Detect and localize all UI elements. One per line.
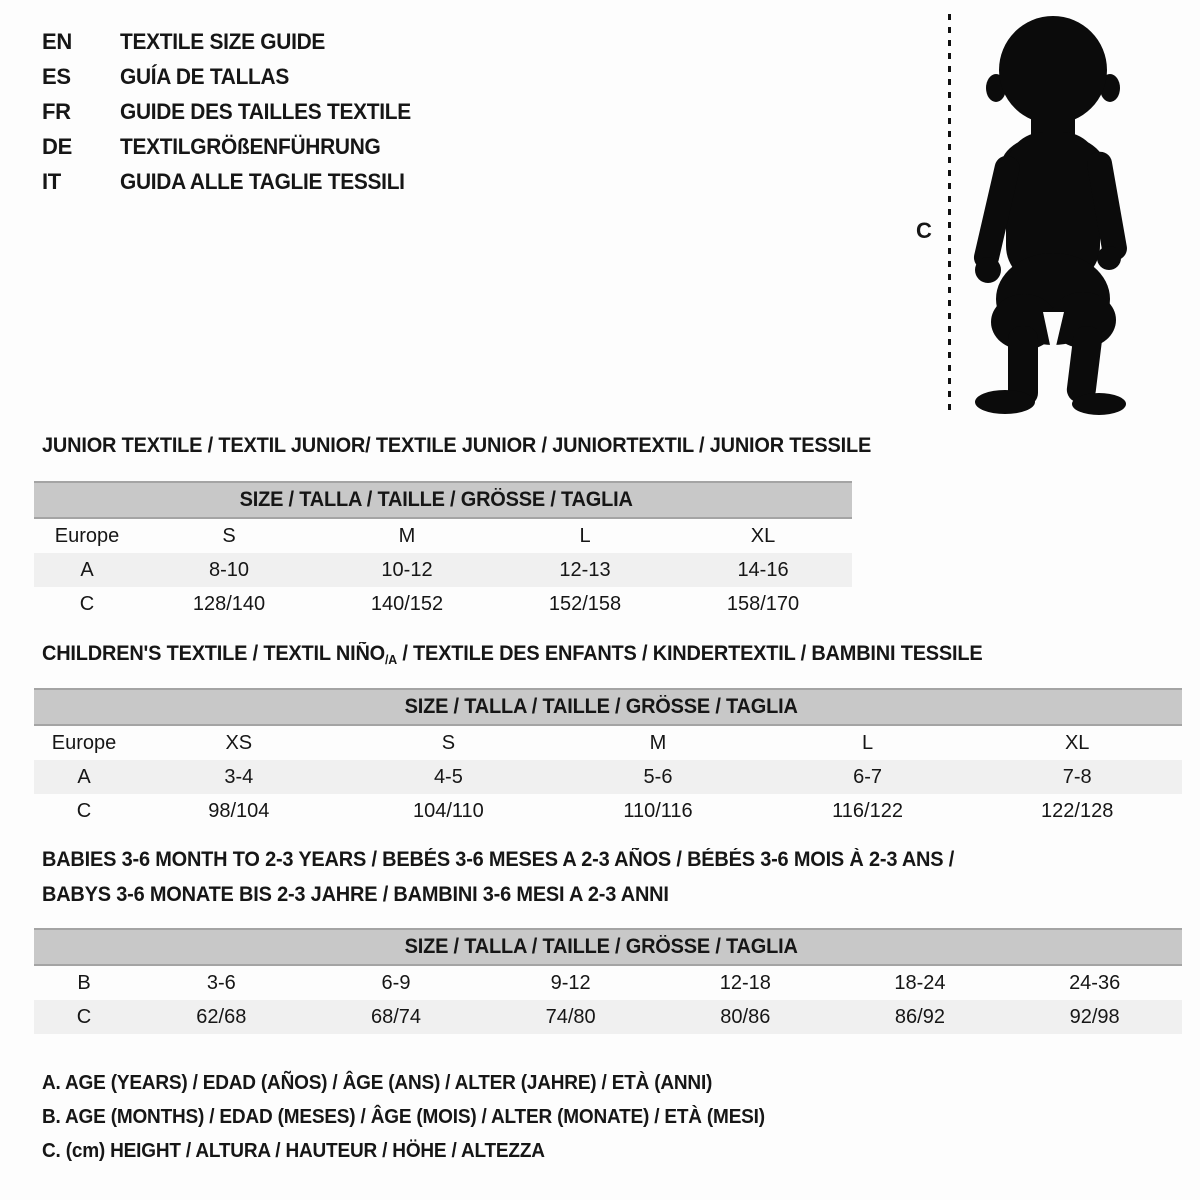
toddler-silhouette-icon [958,12,1143,417]
babies-size-table [34,928,1182,1034]
junior-title-text: JUNIOR TEXTILE / TEXTIL JUNIOR/ TEXTILE JUNIOR / JUNIORTEXTIL / JUNIOR TESSILE [42,434,872,457]
row-label: C [34,1000,134,1034]
guide-title-en: TEXTILE SIZE GUIDE [120,28,326,54]
value-cell: 6-9 [381,971,411,994]
guide-title-it: GUIDA ALLE TAGLIE TESSILI [120,168,405,194]
value-cell: 14-16 [674,553,852,587]
language-code: FR [42,98,71,124]
value-cell: 98/104 [208,799,270,822]
children-title-subscript: /A [385,652,397,667]
value-cell: 24-36 [1069,971,1121,994]
language-row-de [42,129,426,164]
size-header-label: SIZE / TALLA / TAILLE / GRÖSSE / TAGLIA [239,488,633,511]
row-label: A [34,553,140,587]
size-cell: L [579,524,591,547]
language-row-es [42,59,426,94]
value-cell: 12-18 [719,971,771,994]
table-row-height [34,794,1182,828]
size-letters-row [34,725,1182,760]
value-cell: 74/80 [483,1000,658,1034]
value-cell: 110/116 [623,799,693,822]
height-measure-dashed-line [948,14,951,412]
table-row-height [34,587,852,621]
guide-title-fr: GUIDE DES TAILLES TEXTILE [120,98,411,124]
junior-size-table [34,481,852,621]
children-title-suffix: / TEXTILE DES ENFANTS / KINDERTEXTIL / BAMBINI TESSILE [396,642,983,665]
legend-line-a [42,1066,803,1100]
children-title-prefix: CHILDREN'S TEXTILE / TEXTIL NIÑO [42,642,386,665]
value-cell: 9-12 [550,971,591,994]
measurement-legend [42,1066,803,1168]
legend-line-b [42,1100,803,1134]
size-cell: S [222,524,236,547]
row-label: C [79,592,95,615]
language-code: IT [42,168,61,194]
value-cell: 140/152 [370,592,444,615]
value-cell: 8-10 [140,553,318,587]
children-size-table [34,688,1182,828]
size-header-label: SIZE / TALLA / TAILLE / GRÖSSE / TAGLIA [404,695,798,718]
table-header-row [34,689,1182,725]
value-cell: 116/122 [832,799,903,822]
babies-section-title-line1 [42,848,954,872]
value-cell: 4-5 [344,760,554,794]
babies-title-text-2: BABYS 3-6 MONATE BIS 2-3 JAHRE / BAMBINI 3-6 MESI A 2-3 ANNI [42,883,669,906]
guide-title-es: GUÍA DE TALLAS [120,63,290,89]
babies-title-text-1: BABIES 3-6 MONTH TO 2-3 YEARS / BEBÉS 3-6 MESES A 2-3 AÑOS / BÉBÉS 3-6 MOIS À 2-3 ANS / [42,848,955,871]
legend-text-c: C. (cm) HEIGHT / ALTURA / HAUTEUR / HÖHE / ALTEZZA [42,1139,545,1162]
legend-line-c [42,1134,803,1168]
value-cell: 122/128 [1041,799,1114,822]
value-cell: 86/92 [833,1000,1008,1034]
size-cell: M [398,524,416,547]
value-cell: 80/86 [658,1000,833,1034]
value-cell: 3-4 [134,760,344,794]
junior-section-title [42,434,871,458]
value-cell: 68/74 [309,1000,484,1034]
row-label: A [34,760,134,794]
size-cell: XL [750,524,776,547]
value-cell: 104/110 [412,799,484,822]
region-label: Europe [51,731,117,754]
table-header-row [34,482,852,518]
language-title-list [42,24,426,199]
value-cell: 18-24 [894,971,946,994]
size-cell: L [862,731,874,754]
value-cell: 7-8 [972,760,1182,794]
language-row-en [42,24,426,59]
value-cell: 3-6 [206,971,236,994]
row-label: C [76,799,92,822]
height-measure-label: C [916,218,932,243]
language-code: EN [42,28,72,54]
value-cell: 62/68 [134,1000,309,1034]
table-header-row [34,929,1182,965]
legend-text-b: B. AGE (MONTHS) / EDAD (MESES) / ÂGE (MOIS) / ALTER (MONATE) / ETÀ (MESI) [42,1105,765,1128]
value-cell: 128/140 [192,592,266,615]
size-cell: M [649,731,667,754]
language-row-it [42,164,426,199]
language-row-fr [42,94,426,129]
legend-text-a: A. AGE (YEARS) / EDAD (AÑOS) / ÂGE (ANS) / ALTER (JAHRE) / ETÀ (ANNI) [42,1071,713,1094]
table-row-age [34,553,852,587]
value-cell: 12-13 [496,553,674,587]
size-cell: XL [1064,731,1090,754]
row-label: B [77,971,91,994]
value-cell: 6-7 [763,760,973,794]
size-header-label: SIZE / TALLA / TAILLE / GRÖSSE / TAGLIA [404,935,798,958]
value-cell: 10-12 [318,553,496,587]
children-section-title [42,642,983,667]
value-cell: 152/158 [548,592,622,615]
table-row-age [34,760,1182,794]
value-cell: 5-6 [553,760,763,794]
table-row-height [34,1000,1182,1034]
babies-section-title-line2 [42,883,669,907]
language-code: ES [42,63,71,89]
guide-title-de: TEXTILGRÖßENFÜHRUNG [120,133,381,159]
size-cell: XS [225,731,253,754]
language-code: DE [42,133,72,159]
size-cell: S [441,731,456,754]
region-label: Europe [54,524,120,547]
value-cell: 158/170 [726,592,800,615]
table-row-months [34,965,1182,1000]
size-letters-row [34,518,852,553]
value-cell: 92/98 [1007,1000,1182,1034]
